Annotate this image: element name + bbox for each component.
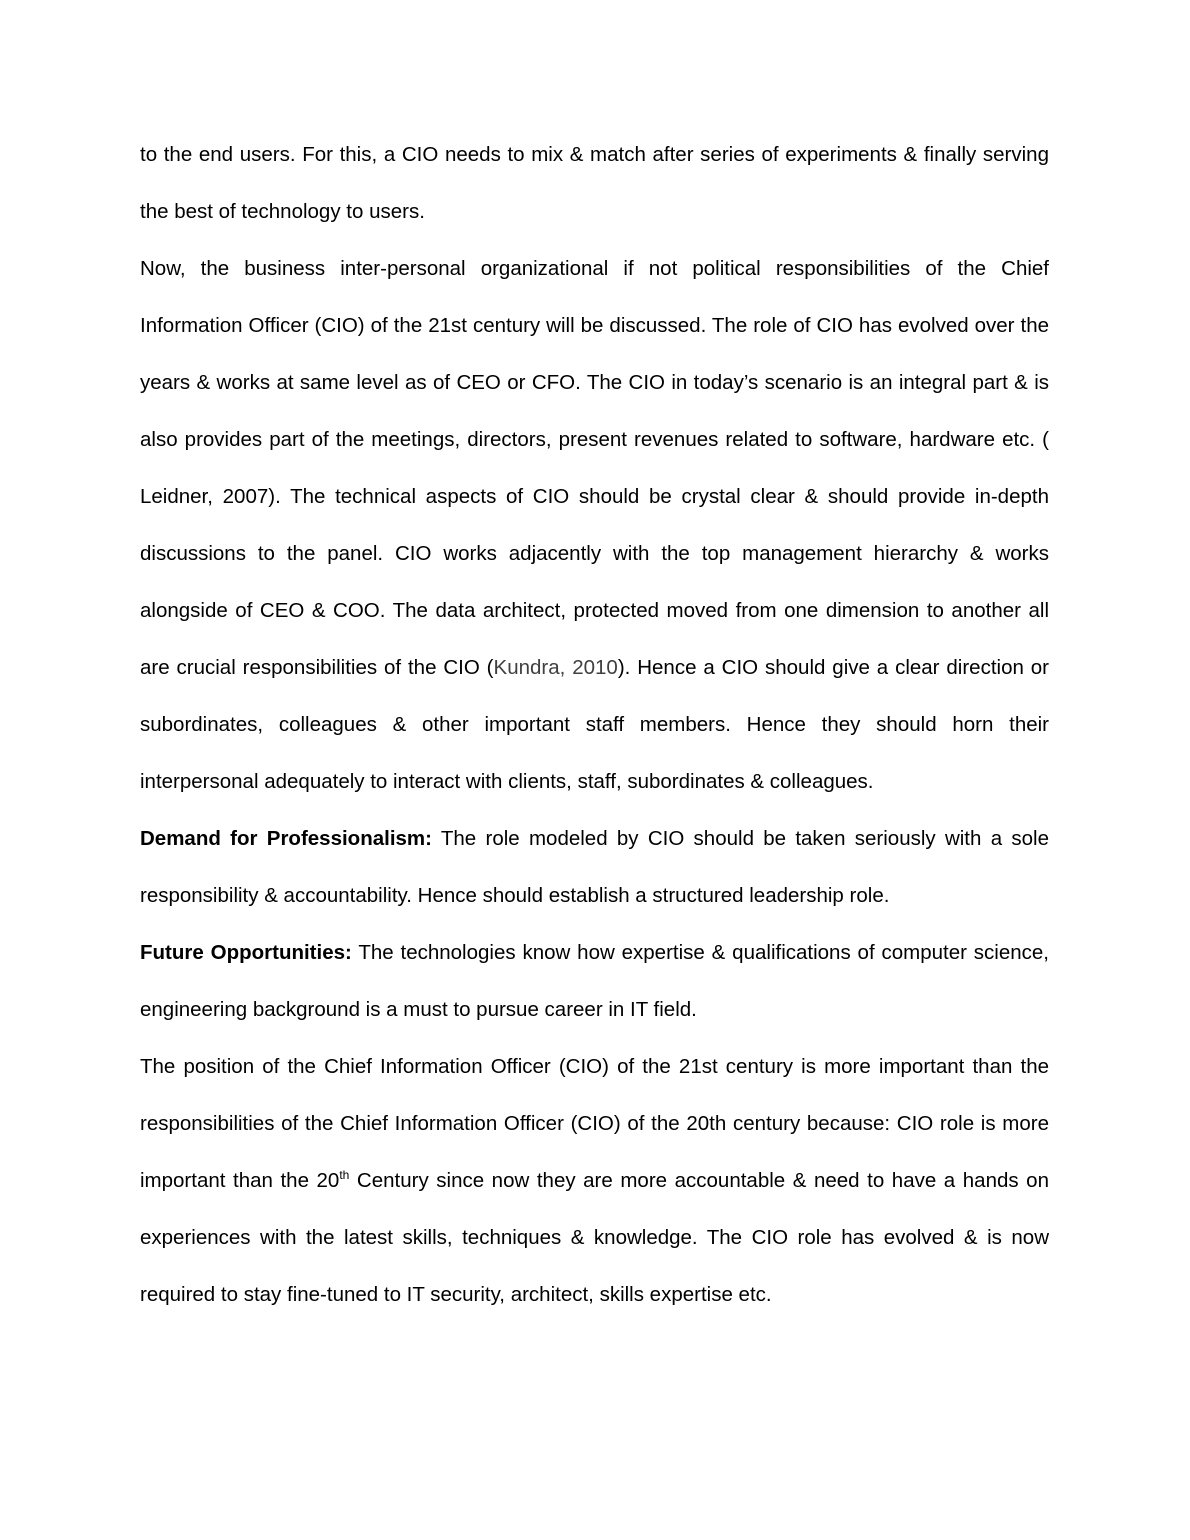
paragraph-cio-position (140, 1038, 1049, 1323)
paragraph-text: The role modeled by CIO should be taken seriously with a sole responsibility & accountability. Hence should establish a structured leadership role. (140, 827, 1049, 907)
paragraph-text: to the end users. For this, a CIO needs to mix & match after series of experiments & finally serving the best of technology to users. (140, 143, 1049, 223)
citation-kundra: Kundra, 2010 (493, 656, 618, 679)
paragraph-end-users (140, 126, 1049, 240)
paragraph-text: Century since now they are more accountable & need to have a hands on experiences with the latest skills, techniques & knowledge. The CIO role has evolved & is now required to stay fine-tuned to IT security, architect, skills expertise etc. (140, 1169, 1049, 1306)
paragraph-text: ). Hence a CIO should give a clear direction or subordinates, colleagues & other important staff members. Hence they should horn their interpersonal adequately to interact with clients, staff, subordinates & colleagues. (140, 656, 1049, 793)
heading-future-opportunities: Future Opportunities: (140, 941, 352, 964)
paragraph-professionalism (140, 810, 1049, 924)
paragraph-text: Now, the business inter-personal organizational if not political responsibilities of the Chief Information Officer (CIO) of the 21st century will be discussed. The role of CIO has evolved over the years & works at same level as of CEO or CFO. The CIO in today’s scenario is an integral part & is also provides part of the meetings, directors, present revenues related to software, hardware etc. ( Leidner, 2007). The technical aspects of CIO should be crystal clear & should provide in-depth discussions to the panel. CIO works adjacently with the top management hierarchy & works alongside of CEO & COO. The data architect, protected moved from one dimension to another all are crucial responsibilities of the CIO ( (140, 257, 1049, 679)
document-page (140, 126, 1049, 1323)
paragraph-text: The position of the Chief Information Officer (CIO) of the 21st century is more important than the responsibilities of the Chief Information Officer (CIO) of the 20th century because: CIO role is more important than the 20 (140, 1055, 1049, 1192)
heading-demand-for-professionalism: Demand for Professionalism: (140, 827, 432, 850)
paragraph-cio-responsibilities (140, 240, 1049, 810)
paragraph-text: The technologies know how expertise & qualifications of computer science, engineering background is a must to pursue career in IT field. (140, 941, 1050, 1021)
superscript-th: th (339, 1168, 350, 1182)
paragraph-future-opportunities (140, 924, 1049, 1038)
